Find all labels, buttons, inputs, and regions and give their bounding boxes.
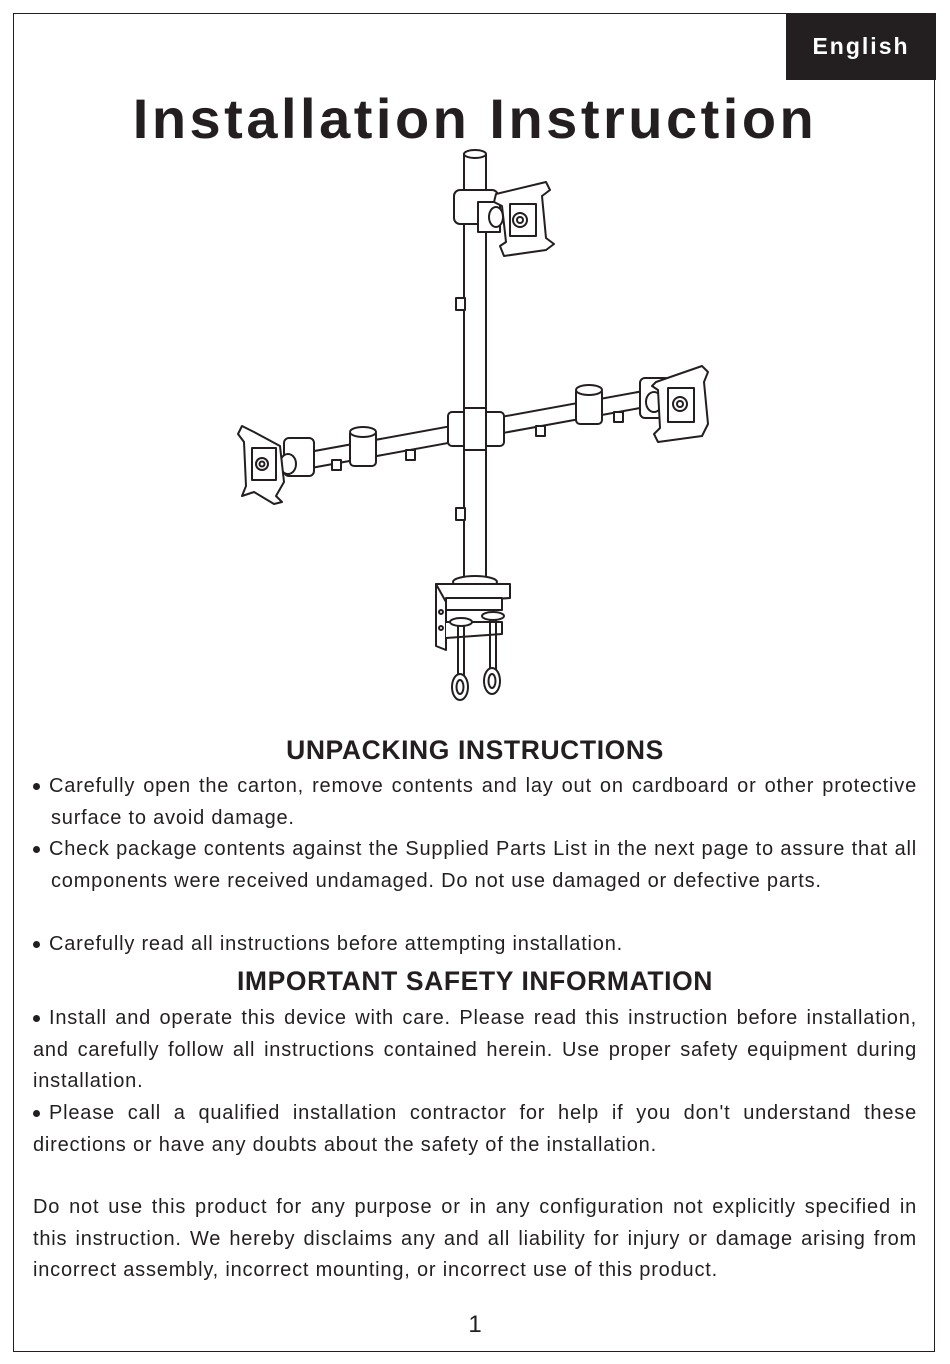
list-item: Install and operate this device with care. Please read this instruction before installation, and carefully follow all instructions contained herein. Use proper safety equipment during installation. <box>33 1007 917 1092</box>
list-item: Carefully open the carton, remove contents and lay out on cardboard or other protective surface to avoid damage. <box>33 771 917 834</box>
list-item: Carefully read all instructions before attempting installation. <box>33 929 917 961</box>
page-number: 1 <box>468 1311 482 1338</box>
language-tab <box>786 13 936 80</box>
bullet-icon <box>33 846 40 853</box>
safety-heading: IMPORTANT SAFETY INFORMATION <box>236 966 714 996</box>
bullet-icon <box>33 783 40 790</box>
bullet-icon <box>33 1015 40 1022</box>
list-item: Please call a qualified installation contractor for help if you don't understand these directions or have any doubts about the safety of the installation. <box>33 1102 917 1156</box>
unpacking-heading: UNPACKING INSTRUCTIONS <box>286 735 664 765</box>
language-label: English <box>812 33 910 59</box>
page-title: Installation Instruction <box>132 87 818 150</box>
list-item: Check package contents against the Supplied Parts List in the next page to assure that all components were received undamaged. Do not use damaged or defective parts. <box>33 834 917 897</box>
bullet-icon <box>33 941 40 948</box>
disclaimer-text: Do not use this product for any purpose or in any configuration not explicitly specified in this instruction. We hereby disclaims any and all liability for injury or damage arising from incorrect assembly, incorrect mounting, or incorrect use of this product. <box>33 1196 917 1281</box>
bullet-icon <box>33 1110 40 1117</box>
dual-monitor-desk-mount-icon <box>228 146 722 710</box>
